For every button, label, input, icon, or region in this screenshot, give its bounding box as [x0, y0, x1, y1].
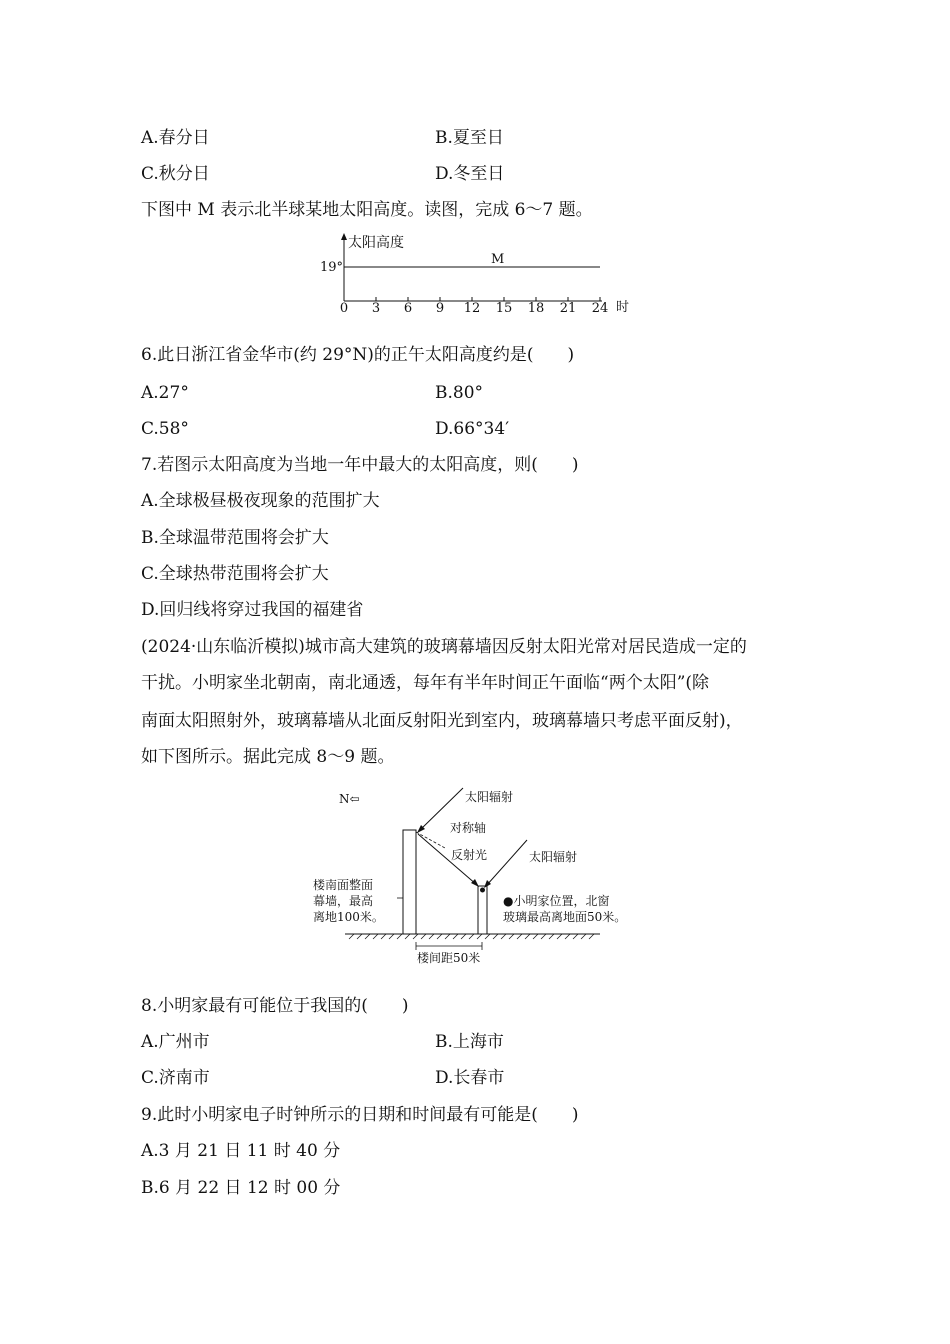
glass-curtain-wall-diagram	[305, 782, 650, 967]
x-tick-label-12: 12	[463, 301, 481, 316]
symmetry-axis-label: 对称轴	[450, 821, 487, 835]
q7-option-b: B.全球温带范围将会扩大	[141, 528, 329, 548]
ground-hatching	[349, 934, 594, 939]
intro-8-9-line-3: 南面太阳照射外，玻璃幕墙从北面反射阳光到室内，玻璃幕墙只考虑平面反射)，	[141, 711, 743, 731]
building-label-2: 幕墙，最高	[313, 894, 374, 908]
intro-8-9-line-1: (2024·山东临沂模拟)城市高大建筑的玻璃幕墙因反射太阳光常对居民造成一定的	[141, 637, 747, 657]
intro-8-9-line-4: 如下图所示。据此完成 8～9 题。	[141, 747, 395, 767]
x-tick-label-15: 15	[495, 301, 513, 316]
q8-option-a: A.广州市	[141, 1032, 210, 1052]
x-tick-label-0: 0	[339, 301, 349, 316]
q6-stem: 6.此日浙江省金华市(约 29°N)的正午太阳高度约是( )	[141, 345, 575, 365]
home-position-dot	[480, 888, 485, 893]
q8-option-d: D.长春市	[435, 1068, 505, 1088]
q9-option-a: A.3 月 21 日 11 时 40 分	[141, 1141, 341, 1161]
q9-stem: 9.此时小明家电子时钟所示的日期和时间最有可能是( )	[141, 1105, 579, 1125]
sun-ray-2	[486, 840, 527, 886]
x-tick-label-18: 18	[527, 301, 545, 316]
y-value-label: 19°	[320, 260, 344, 275]
sun-radiation-label-2: 太阳辐射	[529, 850, 578, 864]
x-tick-label-9: 9	[435, 301, 445, 316]
distance-label: 楼间距50米	[417, 951, 481, 965]
building-label-3: 离地100米。	[313, 910, 384, 924]
q8-option-c: C.济南市	[141, 1068, 210, 1088]
q5-option-a: A.春分日	[141, 128, 210, 148]
x-tick-label-24: 24	[591, 301, 609, 316]
home-label-1: ●小明家位置，北窗	[503, 894, 610, 908]
y-axis-arrow	[341, 233, 347, 240]
symmetry-axis-line	[416, 832, 445, 848]
home-building	[478, 886, 487, 934]
building-label-1: 楼南面整面	[313, 878, 374, 892]
home-label-2: 玻璃最高离地面50米。	[503, 910, 627, 924]
sun-radiation-label-1: 太阳辐射	[465, 790, 514, 804]
q6-option-d: D.66°34′	[435, 419, 510, 439]
q8-stem: 8.小明家最有可能位于我国的( )	[141, 996, 409, 1016]
series-label-m: M	[491, 252, 505, 267]
q5-option-c: C.秋分日	[141, 164, 210, 184]
y-axis-title: 太阳高度	[348, 235, 404, 251]
x-unit-label: 时	[616, 300, 630, 315]
q6-option-c: C.58°	[141, 419, 189, 439]
q6-option-b: B.80°	[435, 383, 484, 403]
x-tick-label-3: 3	[371, 301, 381, 316]
x-tick-label-6: 6	[403, 301, 413, 316]
reflected-light-label: 反射光	[451, 848, 488, 862]
north-label: N⇦	[339, 792, 360, 806]
q9-option-b: B.6 月 22 日 12 时 00 分	[141, 1178, 341, 1198]
q8-option-b: B.上海市	[435, 1032, 504, 1052]
q7-option-a: A.全球极昼极夜现象的范围扩大	[141, 491, 380, 511]
tall-building	[403, 830, 416, 934]
q5-option-d: D.冬至日	[435, 164, 505, 184]
q7-option-d: D.回归线将穿过我国的福建省	[141, 600, 364, 620]
q7-option-c: C.全球热带范围将会扩大	[141, 564, 329, 584]
q7-stem: 7.若图示太阳高度为当地一年中最大的太阳高度，则( )	[141, 455, 579, 475]
intro-8-9-line-2: 干扰。小明家坐北朝南，南北通透，每年有半年时间正午面临“两个太阳”(除	[141, 673, 710, 693]
x-tick-label-21: 21	[559, 301, 577, 316]
q6-option-a: A.27°	[141, 383, 189, 403]
q5-option-b: B.夏至日	[435, 128, 504, 148]
intro-6-7: 下图中 M 表示北半球某地太阳高度。读图，完成 6～7 题。	[141, 200, 593, 220]
sun-altitude-chart	[310, 230, 640, 322]
